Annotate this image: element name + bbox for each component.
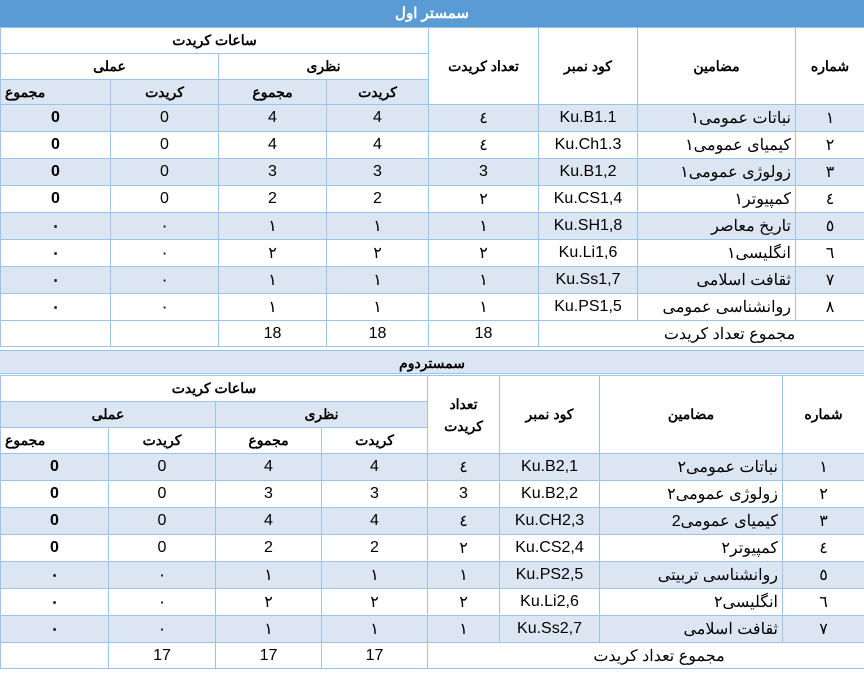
credit-hours-header: ساعات کریدت <box>1 28 429 54</box>
course-code-cell: Ku.B1.1 <box>539 105 638 132</box>
practical-total-cell: ۰ <box>1 294 111 321</box>
credit-count-cell: ۲ <box>428 589 500 616</box>
practical-header: عملی <box>1 402 216 428</box>
practical-total-cell: ۰ <box>1 240 111 267</box>
credit-count-header: تعداد کریدت <box>429 28 539 105</box>
theory-credit-cell: ۱ <box>327 267 429 294</box>
course-code-cell: Ku.CH2,3 <box>500 508 600 535</box>
theory-total-header: مجموع <box>216 428 322 454</box>
semester-2-title: سمستردوم <box>0 350 864 374</box>
row-number-cell: ٦ <box>783 589 864 616</box>
credit-count-cell: ۲ <box>429 186 539 213</box>
practical-total-cell: 0 <box>1 535 109 562</box>
total-credit-count: 18 <box>429 321 539 347</box>
subject-cell: زولوژی عمومی۱ <box>638 159 796 186</box>
theory-total-cell: 4 <box>216 508 322 535</box>
subject-cell: روانشناسی تربیتی <box>600 562 783 589</box>
credit-count-cell: ۲ <box>428 535 500 562</box>
practical-credit-cell: 0 <box>111 132 219 159</box>
row-number-cell: ۳ <box>796 159 864 186</box>
number-header: شماره <box>796 28 864 105</box>
theory-total-cell: ۲ <box>219 240 327 267</box>
credit-count-cell: ٤ <box>428 454 500 481</box>
subject-cell: انگلیسی۱ <box>638 240 796 267</box>
theory-credit-cell: ۱ <box>327 294 429 321</box>
row-number-cell: ٦ <box>796 240 864 267</box>
code-header: کود نمبر <box>539 28 638 105</box>
theory-credit-cell: ۲ <box>322 589 428 616</box>
theory-credit-cell: 2 <box>327 186 429 213</box>
row-number-cell: ٤ <box>796 186 864 213</box>
theory-total-cell: ۱ <box>219 213 327 240</box>
subject-cell: نباتات عمومی۱ <box>638 105 796 132</box>
theory-header: نظری <box>219 54 429 80</box>
row-number-cell: ۳ <box>783 508 864 535</box>
credit-count-cell: ۲ <box>429 240 539 267</box>
practical-total-cell: 0 <box>1 454 109 481</box>
subject-cell: کیمیای عمومی۱ <box>638 132 796 159</box>
credit-count-cell: ۱ <box>429 213 539 240</box>
row-number-cell: ۲ <box>783 481 864 508</box>
practical-total-cell: ۰ <box>1 562 109 589</box>
table-row <box>1 589 864 616</box>
theory-header: نظری <box>216 402 428 428</box>
theory-total-cell: ۱ <box>216 562 322 589</box>
number-header: شماره <box>783 376 864 454</box>
theory-credit-header: کریدت <box>327 80 429 105</box>
practical-total-cell: 0 <box>1 159 111 186</box>
course-code-cell: Ku.CS1,4 <box>539 186 638 213</box>
theory-total-cell: 2 <box>219 186 327 213</box>
theory-total-cell: 4 <box>219 132 327 159</box>
row-number-cell: ۷ <box>783 616 864 643</box>
theory-credit-cell: 4 <box>322 508 428 535</box>
practical-credit-cell: 0 <box>111 105 219 132</box>
table-row <box>1 267 864 294</box>
course-code-cell: Ku.B2,1 <box>500 454 600 481</box>
credit-count-cell: ٤ <box>429 105 539 132</box>
practical-credit-cell: ۰ <box>111 240 219 267</box>
practical-credit-cell: 0 <box>111 186 219 213</box>
practical-total-cell: 0 <box>1 481 109 508</box>
table-row <box>1 562 864 589</box>
total-empty-2 <box>111 321 219 347</box>
total-theory-credit: 17 <box>216 643 322 669</box>
theory-credit-cell: 2 <box>322 535 428 562</box>
practical-total-cell: 0 <box>1 132 111 159</box>
table-row <box>1 508 864 535</box>
course-code-cell: Ku.Li2,6 <box>500 589 600 616</box>
theory-total-cell: 3 <box>219 159 327 186</box>
row-number-cell: ٥ <box>796 213 864 240</box>
theory-total-header: مجموع <box>219 80 327 105</box>
total-theory-credit: 18 <box>327 321 429 347</box>
course-code-cell: Ku.Ss1,7 <box>539 267 638 294</box>
practical-credit-cell: 0 <box>109 508 216 535</box>
practical-credit-cell: ۰ <box>109 589 216 616</box>
theory-credit-cell: 4 <box>322 454 428 481</box>
practical-credit-cell: ۰ <box>109 616 216 643</box>
credit-count-cell: ۱ <box>428 562 500 589</box>
practical-credit-header: کریدت <box>111 80 219 105</box>
practical-total-cell: ۰ <box>1 589 109 616</box>
practical-credit-cell: 0 <box>111 159 219 186</box>
practical-credit-cell: ۰ <box>111 213 219 240</box>
theory-total-cell: 4 <box>216 454 322 481</box>
table-row <box>1 454 864 481</box>
row-number-cell: ٥ <box>783 562 864 589</box>
theory-credit-cell: 4 <box>327 105 429 132</box>
practical-credit-cell: 0 <box>109 535 216 562</box>
course-code-cell: Ku.CS2,4 <box>500 535 600 562</box>
code-header: کود نمبر <box>500 376 600 454</box>
course-code-cell: Ku.PS2,5 <box>500 562 600 589</box>
practical-credit-cell: ۰ <box>109 562 216 589</box>
theory-credit-cell: 4 <box>327 132 429 159</box>
subject-cell: انگلیسی۲ <box>600 589 783 616</box>
theory-total-cell: ۲ <box>216 589 322 616</box>
row-number-cell: ۲ <box>796 132 864 159</box>
credit-count-header-line-1: تعداد <box>449 395 478 412</box>
course-code-cell: Ku.PS1,5 <box>539 294 638 321</box>
table-row <box>1 159 864 186</box>
course-code-cell: Ku.Ss2,7 <box>500 616 600 643</box>
total-theory-total: 18 <box>219 321 327 347</box>
subject-cell: روانشناسی عمومی <box>638 294 796 321</box>
table-row <box>1 105 864 132</box>
credit-count-cell: ٤ <box>429 132 539 159</box>
total-empty-1 <box>1 321 111 347</box>
credit-count-cell: ۱ <box>428 616 500 643</box>
row-number-cell: ۷ <box>796 267 864 294</box>
theory-credit-cell: 3 <box>322 481 428 508</box>
table-row <box>1 535 864 562</box>
course-code-cell: Ku.B1,2 <box>539 159 638 186</box>
credit-count-header-line-2: کریدت <box>444 417 483 434</box>
semester-1-table <box>0 27 864 347</box>
total-label: مجموع تعداد کریدت <box>539 321 864 347</box>
subjects-header: مضامین <box>600 376 783 454</box>
subject-cell: زولوژی عمومی۲ <box>600 481 783 508</box>
subject-cell: نباتات عمومی۲ <box>600 454 783 481</box>
table-row <box>1 294 864 321</box>
table-row <box>1 240 864 267</box>
practical-credit-cell: ۰ <box>111 267 219 294</box>
practical-total-header: مجموع <box>1 428 109 454</box>
theory-credit-cell: ۱ <box>322 616 428 643</box>
course-code-cell: Ku.Ch1.3 <box>539 132 638 159</box>
theory-total-cell: 2 <box>216 535 322 562</box>
subject-cell: ثقافت اسلامی <box>638 267 796 294</box>
table-row <box>1 132 864 159</box>
table-row <box>1 481 864 508</box>
subject-cell: کمپیوتر۱ <box>638 186 796 213</box>
practical-total-cell: ۰ <box>1 267 111 294</box>
subject-cell: کمپیوتر۲ <box>600 535 783 562</box>
theory-credit-cell: ۱ <box>322 562 428 589</box>
row-number-cell: ۱ <box>796 105 864 132</box>
credit-count-cell: ۱ <box>429 294 539 321</box>
practical-total-header: مجموع <box>1 80 111 105</box>
credit-count-cell: ۱ <box>429 267 539 294</box>
row-number-cell: ۱ <box>783 454 864 481</box>
row-number-cell: ٤ <box>783 535 864 562</box>
practical-credit-cell: 0 <box>109 454 216 481</box>
practical-total-cell: ۰ <box>1 213 111 240</box>
credit-count-header <box>428 376 500 454</box>
theory-credit-cell: 3 <box>327 159 429 186</box>
practical-total-cell: 0 <box>1 508 109 535</box>
theory-credit-header: کریدت <box>322 428 428 454</box>
credit-count-cell: ٤ <box>428 508 500 535</box>
table-row <box>1 616 864 643</box>
subject-cell: کیمیای عمومی2 <box>600 508 783 535</box>
course-code-cell: Ku.SH1,8 <box>539 213 638 240</box>
course-code-cell: Ku.Li1,6 <box>539 240 638 267</box>
practical-header: عملی <box>1 54 219 80</box>
total-theory-total: 17 <box>109 643 216 669</box>
theory-total-cell: 3 <box>216 481 322 508</box>
practical-credit-cell: ۰ <box>111 294 219 321</box>
total-label: مجموع تعداد کریدت <box>428 643 864 669</box>
course-code-cell: Ku.B2,2 <box>500 481 600 508</box>
credit-hours-header: ساعات کریدت <box>1 376 428 402</box>
row-number-cell: ۸ <box>796 294 864 321</box>
theory-total-cell: 4 <box>219 105 327 132</box>
subjects-header: مضامین <box>638 28 796 105</box>
semester-2-table <box>0 375 864 669</box>
practical-credit-cell: 0 <box>109 481 216 508</box>
subject-cell: تاریخ معاصر <box>638 213 796 240</box>
table-row <box>1 186 864 213</box>
subject-cell: ثقافت اسلامی <box>600 616 783 643</box>
total-credit-count: 17 <box>322 643 428 669</box>
practical-total-cell: ۰ <box>1 616 109 643</box>
total-empty-1 <box>1 643 109 669</box>
theory-total-cell: ۱ <box>219 267 327 294</box>
semester-1-title: سمستر اول <box>0 0 864 27</box>
theory-credit-cell: ۲ <box>327 240 429 267</box>
practical-total-cell: 0 <box>1 105 111 132</box>
practical-credit-header: کریدت <box>109 428 216 454</box>
credit-count-cell: 3 <box>429 159 539 186</box>
practical-total-cell: 0 <box>1 186 111 213</box>
credit-count-cell: 3 <box>428 481 500 508</box>
theory-total-cell: ۱ <box>219 294 327 321</box>
theory-total-cell: ۱ <box>216 616 322 643</box>
theory-credit-cell: ۱ <box>327 213 429 240</box>
table-row <box>1 213 864 240</box>
